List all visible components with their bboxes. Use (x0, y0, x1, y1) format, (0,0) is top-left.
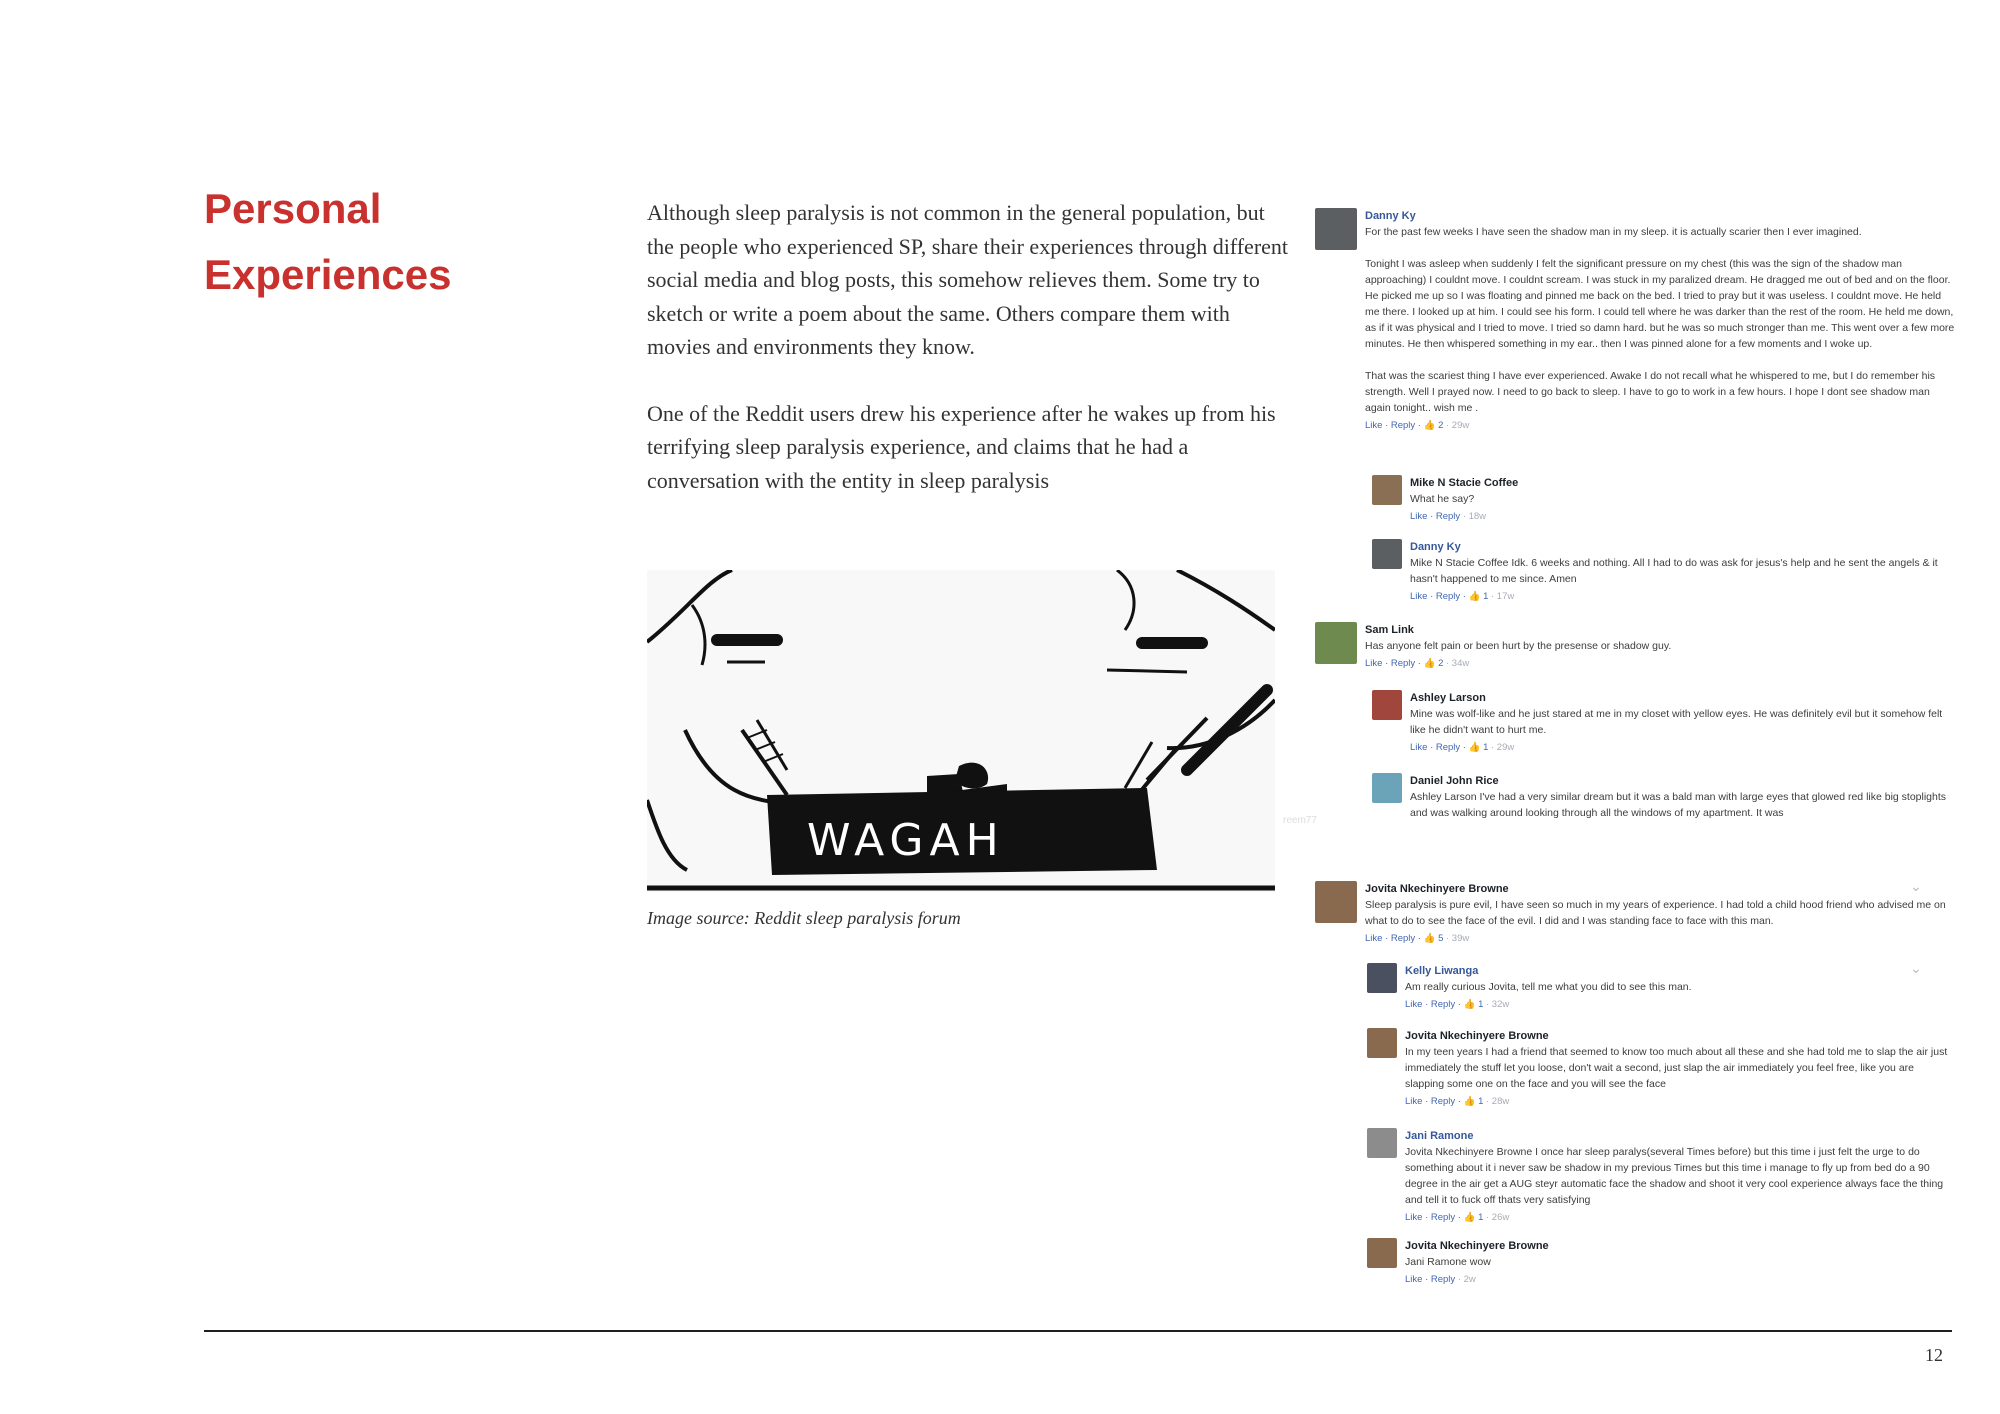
commenter-name[interactable]: Ashley Larson (1410, 692, 1486, 704)
comment (1367, 1028, 1955, 1110)
commenter-name[interactable]: Sam Link (1365, 624, 1414, 636)
commenter-name[interactable]: Kelly Liwanga (1405, 965, 1479, 977)
comment-actions[interactable]: Like · Reply · 👍 1 · 29w (1410, 742, 1515, 753)
comment-actions[interactable]: Like · Reply · 👍 1 · 17w (1410, 591, 1515, 602)
reddit-sketch-image (647, 570, 1275, 892)
comment-actions[interactable]: Like · Reply · 👍 1 · 28w (1405, 1096, 1510, 1107)
comment-text: Jovita Nkechinyere Browne I once har sleep paralys(several Times before) but this time i just felt the urge to do something about it i never saw be shadow in my previous Times but this time i manage to fly up from bed do a 90 degree in the air get a AUG steyr automatic face the shadow and shoot it very cool experience always face the thing and tell it to fuck off thats very satisfying (1405, 1146, 1944, 1206)
comment-text: What he say? (1410, 493, 1475, 505)
avatar (1372, 773, 1402, 803)
comment-text: Am really curious Jovita, tell me what you did to see this man. (1405, 981, 1692, 993)
avatar (1372, 475, 1402, 505)
comment-actions[interactable]: Like · Reply · 2w (1405, 1274, 1476, 1285)
body-paragraph-1: Although sleep paralysis is not common in the general population, but the people who experienced SP, share their experiences through different social media and blog posts, this somehow relieves them. Some try to sketch or write a poem about the same. Others compare them with movies and environments they know. (647, 200, 1289, 359)
chevron-down-icon[interactable]: ⌄ (1910, 960, 1922, 976)
comment (1367, 1128, 1955, 1226)
image-caption: Image source: Reddit sleep paralysis forum (647, 908, 961, 928)
page-number: 12 (1925, 1345, 1943, 1365)
comment (1372, 475, 1955, 525)
comment (1315, 208, 1955, 434)
avatar (1372, 690, 1402, 720)
avatar (1367, 1238, 1397, 1268)
commenter-name[interactable]: Danny Ky (1410, 541, 1461, 553)
chevron-down-icon[interactable]: ⌄ (1910, 878, 1922, 894)
comment-text: Mike N Stacie Coffee Idk. 6 weeks and nothing. All I had to do was ask for jesus's help and he sent the angels & it hasn't happened to me since. Amen (1410, 557, 1938, 585)
comment-actions[interactable]: Like · Reply · 18w (1410, 511, 1487, 522)
facebook-comments-screenshot (1315, 208, 1955, 1293)
avatar (1315, 881, 1357, 923)
section-title-line2: Experiences (204, 251, 452, 298)
avatar (1315, 208, 1357, 250)
body-paragraph-2: One of the Reddit users drew his experience after he wakes up from his terrifying sleep paralysis experience, and claims that he had a conversation with the entity in sleep paralysis (647, 400, 1276, 493)
comment-text: In my teen years I had a friend that seemed to know too much about all these and she had told me to slap the air just immediately the stuff let you loose, don't wait a second, just slap the air immediately you feel free, like you are slapping some one on the face and you will see the face (1405, 1046, 1948, 1090)
comment (1367, 963, 1955, 1013)
section-title (204, 176, 452, 308)
watermark: reem77 (1283, 815, 1317, 826)
comment-text: For the past few weeks I have seen the shadow man in my sleep. it is actually scarier then I ever imagined. Tonight I was asleep when suddenly I felt the significant pressure on my chest (this was the sign of the shadow man approaching) I couldnt move. I couldnt scream. I was stuck in my paralized dream. He dragged me out of bed and on the floor. He picked me up so I was floating and pinned me back on the bed. I tried to pray but it was useless. I couldnt move. He held me there. I looked up at him. I could see his form. I could tell where he was darker than the rest of the room. He held me down, as if it was physical and I tried to move. I tried so damn hard. but he was so much stronger than me. This went over a few more minutes. He then whispered something in my ear.. then I was pinned alone for a few moments and I woke up. That was the scariest thing I have ever experienced. Awake I do not recall what he whispered to me, but I do remember his strength. Well I prayed now. I need to go back to sleep. I have to go to work in a few hours. I hope I dont see shadow man again tonight.. wish me . (1365, 226, 1955, 414)
commenter-name[interactable]: Danny Ky (1365, 210, 1416, 222)
section-title-line1: Personal (204, 185, 382, 232)
comment (1367, 1238, 1955, 1288)
comment-actions[interactable]: Like · Reply · 👍 5 · 39w (1365, 933, 1470, 944)
comment (1315, 622, 1955, 672)
comment-actions[interactable]: Like · Reply · 👍 2 · 29w (1365, 420, 1470, 431)
comment-actions[interactable]: Like · Reply · 👍 1 · 32w (1405, 999, 1510, 1010)
commenter-name[interactable]: Daniel John Rice (1410, 775, 1499, 787)
comment-actions[interactable]: Like · Reply · 👍 2 · 34w (1365, 658, 1470, 669)
comment-text: Mine was wolf-like and he just stared at me in my closet with yellow eyes. He was definitely evil but it somehow felt like he didn't want to hurt me. (1410, 708, 1943, 736)
comment-text: Sleep paralysis is pure evil, I have seen so much in my years of experience. I had told a child hood friend who advised me on what to do to see the face of the evil. I did and I was standing face to face with this man. (1365, 899, 1946, 927)
comment-actions[interactable]: Like · Reply · 👍 1 · 26w (1405, 1212, 1510, 1223)
avatar (1367, 963, 1397, 993)
commenter-name[interactable]: Jovita Nkechinyere Browne (1405, 1030, 1549, 1042)
avatar (1372, 539, 1402, 569)
comment-text: Jani Ramone wow (1405, 1256, 1491, 1268)
comment-text: Has anyone felt pain or been hurt by the presense or shadow guy. (1365, 640, 1672, 652)
commenter-name[interactable]: Jovita Nkechinyere Browne (1405, 1240, 1549, 1252)
comment (1372, 690, 1955, 756)
commenter-name[interactable]: Jani Ramone (1405, 1130, 1474, 1142)
sketch-drawing (647, 570, 1275, 892)
commenter-name[interactable]: Jovita Nkechinyere Browne (1365, 883, 1509, 895)
footer-rule (204, 1330, 1952, 1332)
comment (1315, 881, 1955, 947)
sketch-lettering: WAGAH (807, 815, 1005, 866)
commenter-name[interactable]: Mike N Stacie Coffee (1410, 477, 1519, 489)
avatar (1315, 622, 1357, 664)
comment-text: Ashley Larson I've had a very similar dream but it was a bald man with large eyes that glowed red like big stoplights and was walking around looking through all the windows of my apartment. It was (1410, 791, 1947, 819)
avatar (1367, 1128, 1397, 1158)
comment (1372, 539, 1955, 605)
comment (1372, 773, 1955, 821)
avatar (1367, 1028, 1397, 1058)
body-text (647, 196, 1297, 530)
